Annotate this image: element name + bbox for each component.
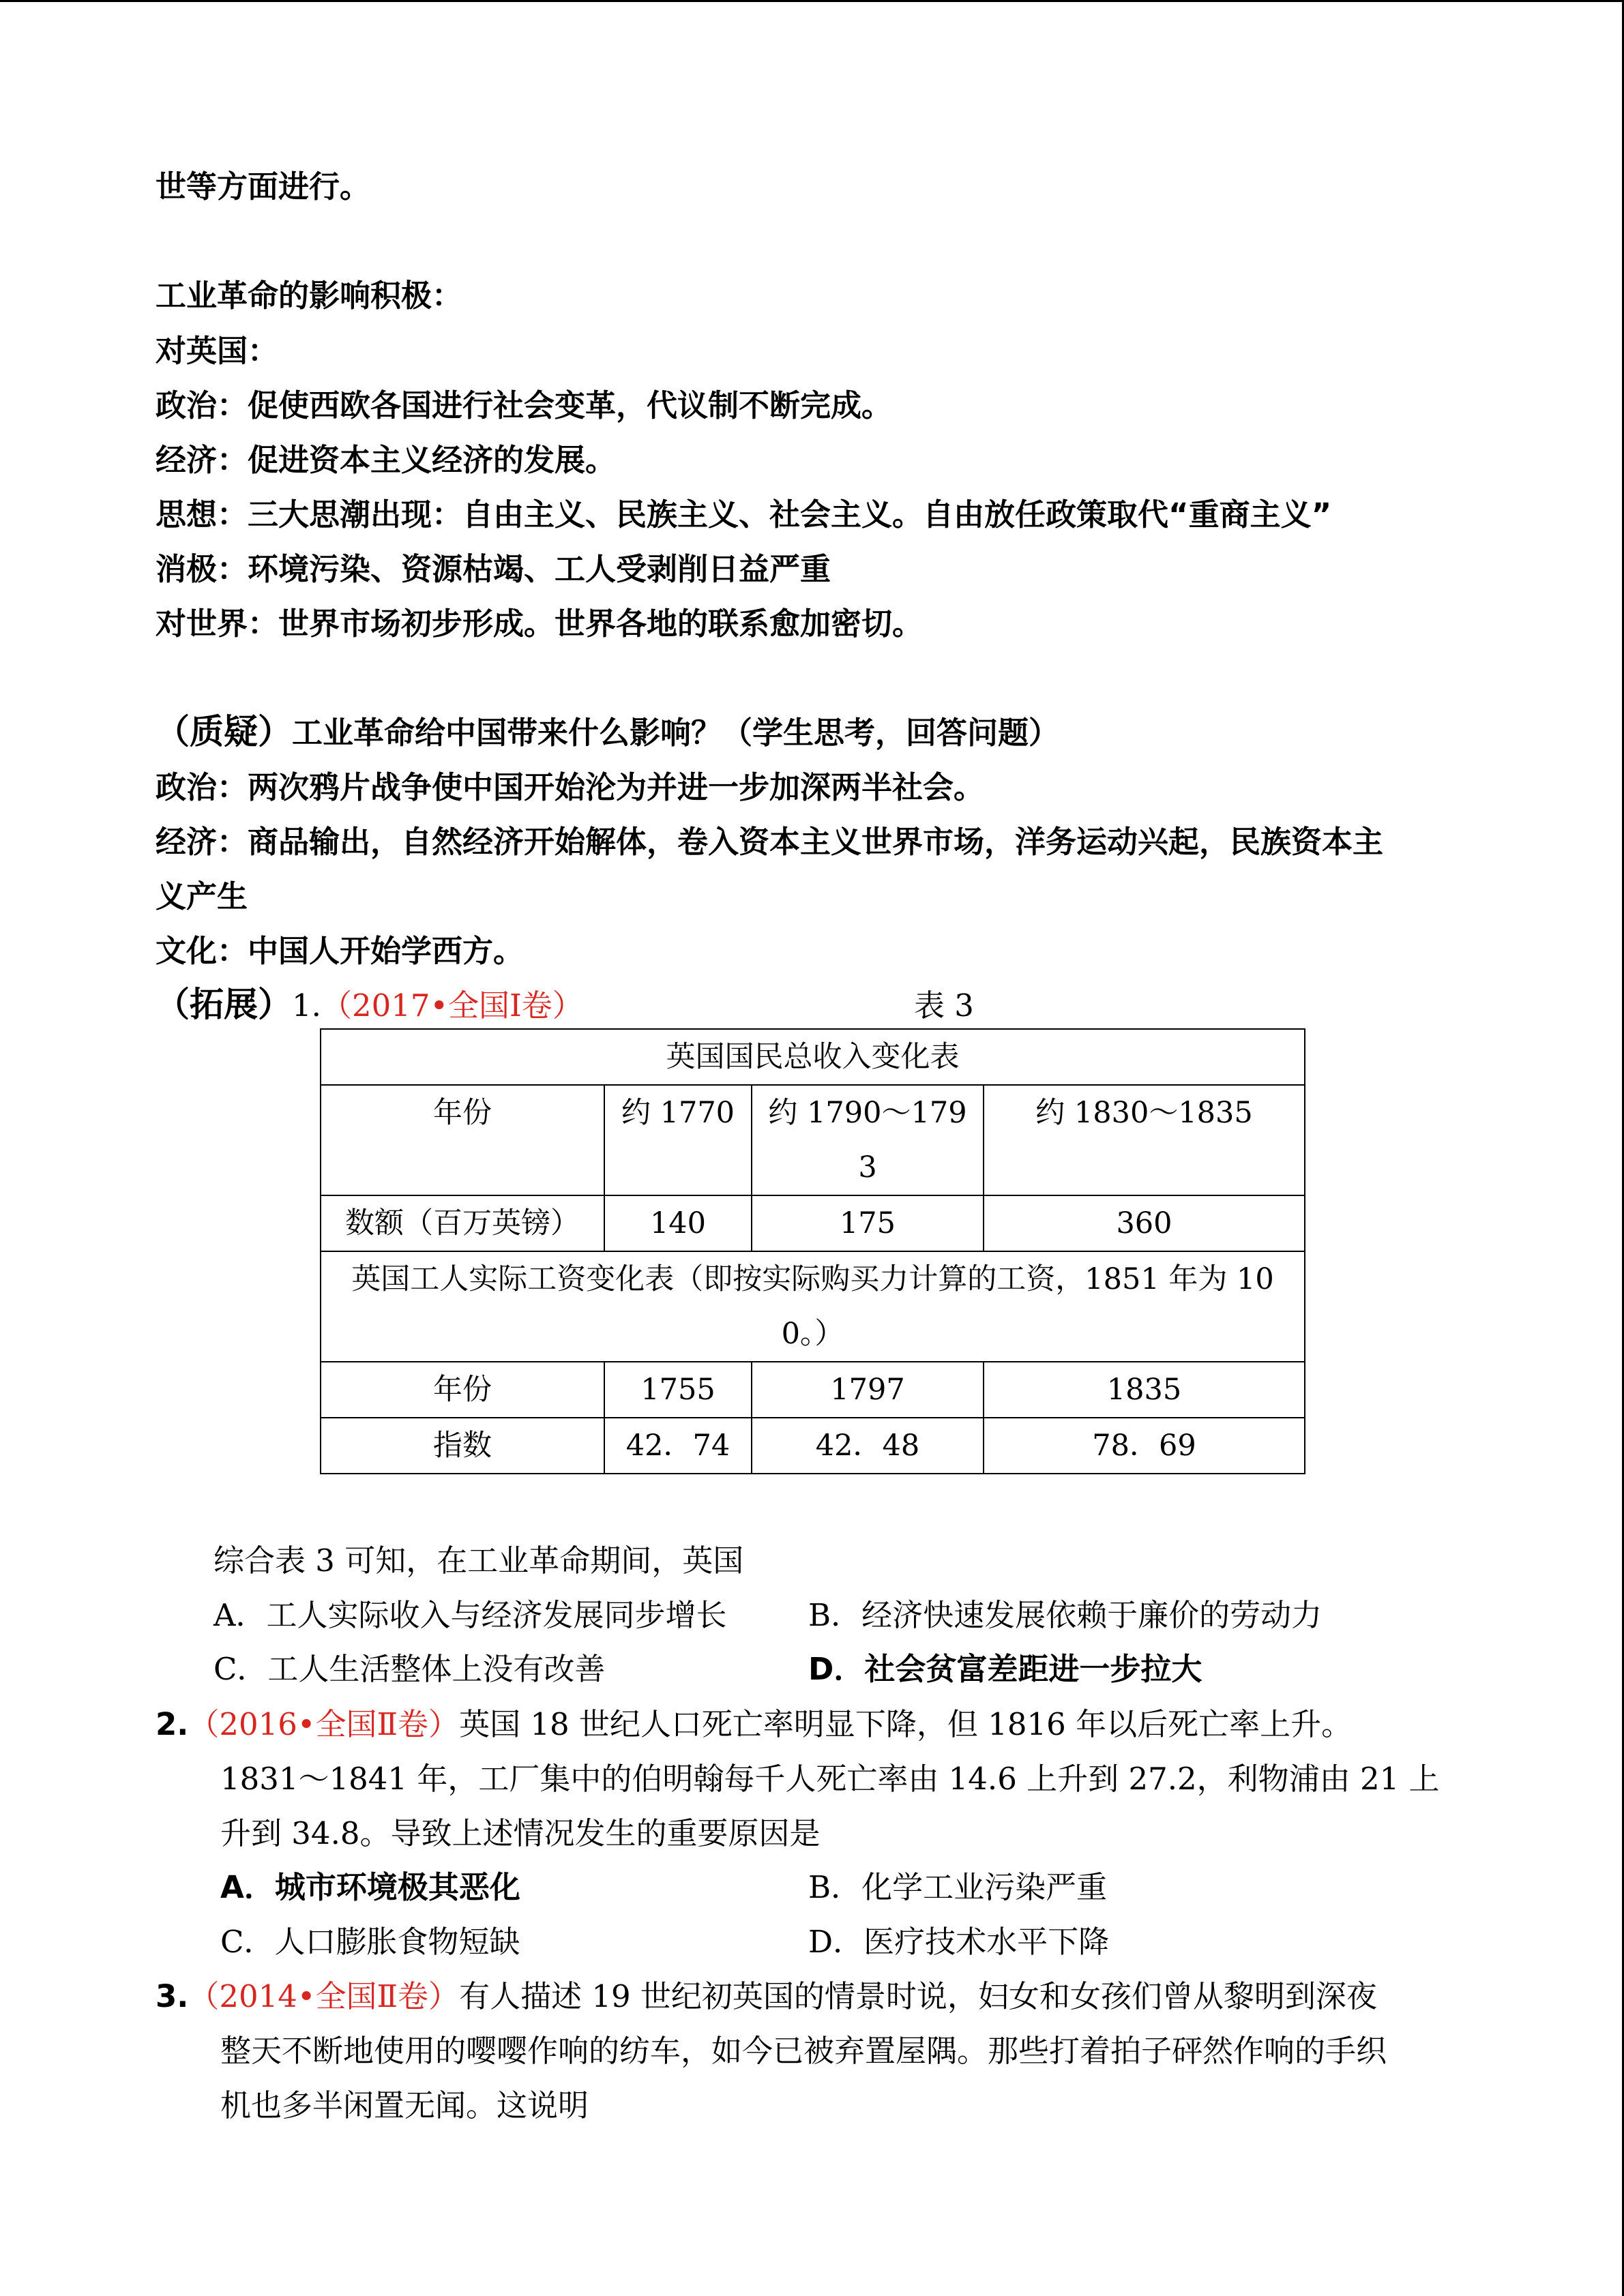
table-row: [321, 1029, 1305, 1085]
q2-line-1: [156, 1704, 1352, 1745]
table-row: [321, 1085, 1305, 1195]
page-top-border: [0, 0, 1624, 2]
q1-number: 1.: [292, 987, 321, 1024]
question-tag: （质疑）: [156, 712, 292, 751]
table-cell: 42．74: [604, 1418, 752, 1474]
table-cell: 140: [604, 1195, 752, 1251]
impact-negative: 消极：环境污染、资源枯竭、工人受剥削日益严重: [156, 551, 831, 587]
table-title-income: 英国国民总收入变化表: [321, 1029, 1305, 1085]
extension-line: [156, 984, 583, 1026]
table-row: [321, 1418, 1305, 1474]
table-cell: 约 1790～1793: [752, 1085, 984, 1195]
table-cell: 约 1830～1835: [984, 1085, 1305, 1195]
table-title-wage: 英国工人实际工资变化表（即按实际购买力计算的工资，1851 年为 100。）: [321, 1251, 1305, 1362]
question-economy-1: 经济：商品输出，自然经济开始解体，卷入资本主义世界市场，洋务运动兴起，民族资本主: [156, 824, 1384, 860]
q2-line-3: 升到 34.8。导致上述情况发生的重要原因是: [220, 1815, 821, 1851]
q3-line-1: [156, 1976, 1377, 2017]
q2-line-2: 1831～1841 年，工厂集中的伯明翰每千人死亡率由 14.6 上升到 27.2，利物浦由 21 上: [220, 1761, 1440, 1797]
table-row: [321, 1195, 1305, 1251]
impact-thought: 思想：三大思潮出现：自由主义、民族主义、社会主义。自由放任政策取代“重商主义”: [156, 496, 1332, 533]
q1-option-c: C．工人生活整体上没有改善: [213, 1651, 606, 1687]
q2-number: 2.: [156, 1706, 189, 1742]
impact-world: 对世界：世界市场初步形成。世界各地的联系愈加密切。: [156, 606, 924, 642]
impact-britain: 对英国：: [156, 333, 279, 369]
q2-text-1: 英国 18 世纪人口死亡率明显下降，但 1816 年以后死亡率上升。: [459, 1706, 1353, 1742]
q1-option-b: B．经济快速发展依赖于廉价的劳动力: [808, 1597, 1323, 1633]
table-cell: 数额（百万英镑）: [321, 1195, 604, 1251]
q2-option-d: D．医疗技术水平下降: [808, 1924, 1110, 1960]
question-economy-2: 义产生: [156, 878, 248, 914]
q3-text-1: 有人描述 19 世纪初英国的情景时说，妇女和女孩们曾从黎明到深夜: [459, 1978, 1377, 2014]
question-politics: 政治：两次鸦片战争使中国开始沦为并进一步加深两半社会。: [156, 769, 985, 805]
extension-tag: （拓展）: [156, 985, 292, 1024]
impact-heading: 工业革命的影响积极：: [156, 278, 463, 314]
q1-source: （2017•全国Ⅰ卷）: [321, 987, 583, 1024]
table-cell: 360: [984, 1195, 1305, 1251]
q2-option-c: C．人口膨胀食物短缺: [220, 1924, 520, 1960]
question-line: [156, 711, 1059, 754]
table-cell: 1797: [752, 1362, 984, 1418]
table-cell: 指数: [321, 1418, 604, 1474]
q3-line-3: 机也多半闲置无闻。这说明: [220, 2087, 589, 2123]
impact-politics: 政治：促使西欧各国进行社会变革，代议制不断完成。: [156, 387, 893, 423]
q3-number: 3.: [156, 1978, 189, 2014]
table-cell: 年份: [321, 1085, 604, 1195]
table-row: [321, 1362, 1305, 1418]
table-cell: 42．48: [752, 1418, 984, 1474]
table-row: [321, 1251, 1305, 1362]
table-cell: 175: [752, 1195, 984, 1251]
table-cell: 1835: [984, 1362, 1305, 1418]
table-caption: 表 3: [914, 987, 974, 1024]
q3-source: （2014•全国Ⅱ卷）: [188, 1978, 460, 2014]
intro-line: 世等方面进行。: [156, 168, 371, 205]
impact-economy: 经济：促进资本主义经济的发展。: [156, 442, 617, 478]
q3-line-2: 整天不断地使用的嘤嘤作响的纺车，如今已被弃置屋隅。那些打着拍子砰然作响的手织: [220, 2033, 1387, 2069]
q2-option-b: B．化学工业污染严重: [808, 1869, 1108, 1905]
q1-stem: 综合表 3 可知，在工业革命期间，英国: [213, 1542, 744, 1579]
table-cell: 78．69: [984, 1418, 1305, 1474]
q1-option-a: A．工人实际收入与经济发展同步增长: [213, 1597, 727, 1633]
income-wage-table: [320, 1028, 1305, 1474]
question-culture: 文化：中国人开始学西方。: [156, 933, 525, 969]
table-cell: 1755: [604, 1362, 752, 1418]
question-text: 工业革命给中国带来什么影响？（学生思考，回答问题）: [292, 715, 1060, 751]
table-cell: 年份: [321, 1362, 604, 1418]
q2-source: （2016•全国Ⅱ卷）: [188, 1706, 460, 1742]
q2-option-a-answer: A．城市环境极其恶化: [220, 1869, 520, 1905]
q1-option-d-answer: D．社会贫富差距进一步拉大: [808, 1651, 1202, 1687]
table-cell: 约 1770: [604, 1085, 752, 1195]
